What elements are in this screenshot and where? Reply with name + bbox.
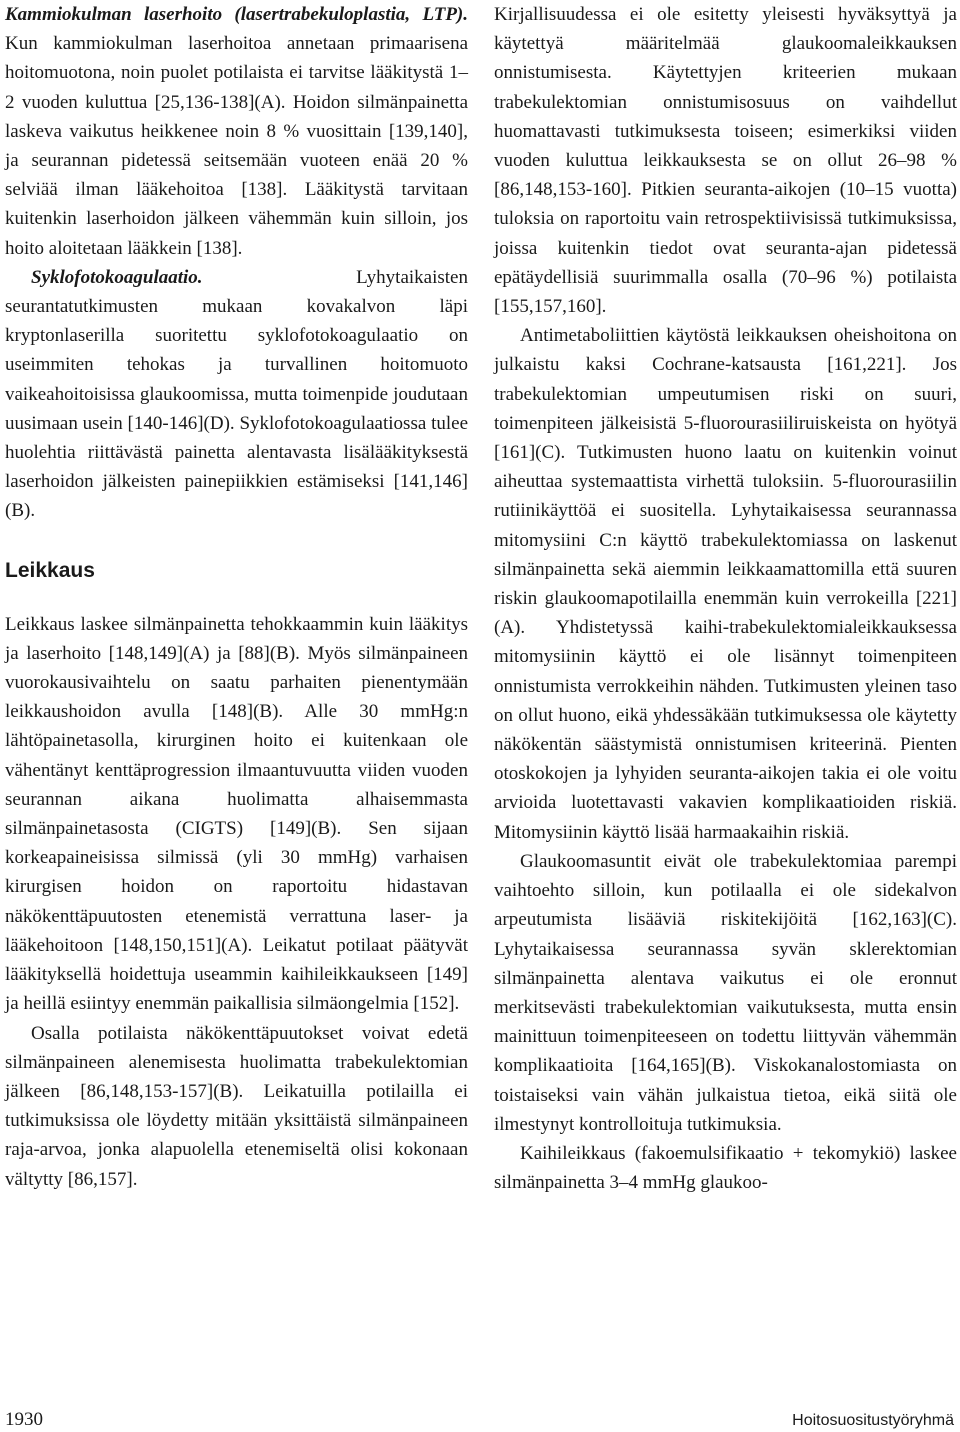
surgery-paragraph-1: Leikkaus laskee silmänpainetta tehokkaammin kuin lääkitys ja laserhoito [148,149](A) ja [88](B). Myös silmänpaineen vuorokausivaihtelu on saatu parhaiten pienentymään leikkaushoidon avulla [148](B). Alle 30 mmHg:n lähtöpainetasolla, kirurginen hoito ei kuitenkaan ole vähentänyt kenttäprogression ilmaantuvuutta viiden vuoden seurannan aikana huolimatta alhaisemmasta silmänpainetasosta (CIGTS) [149](B). Sen sijaan korkeapaineisissa silmissä (yli 30 mmHg) varhaisen kirurgisen hoidon on raportoitu hidastavan näkökenttäpuutosten etenemistä verrattuna laser- ja lääkehoitoon [148,150,151](A). Leikatut potilaat päätyvät lääkityksellä hoidettuja useammin kaihileikkaukseen [149] ja heillä esiintyy enemmän paikallisia silmäongelmia [152].	[5, 613, 468, 1015]
cyclo-lead: Syklofotokoagulaatio.	[31, 266, 203, 288]
right-paragraph-2: Antimetaboliittien käytöstä leikkauksen oheishoitona on julkaistu kaksi Cochrane-katsausta [161,221]. Jos trabekulektomian umpeutumisen riski on suuri, toimenpiteen jälkeisistä 5-fluorourasiiliruiskeista on hyötyä [161](C). Tutkimusten huono laatu on kuitenkin voinut aiheuttaa systemaattista virhettä tuloksiin. 5-fluorourasiilin rutiinikäyttöä ei suositella. Lyhytaikaisessa seurannassa mitomysiini C:n käyttö trabekulektomiassa on laskenut silmänpainetta sekä aiemmin leikkaamattomilla että suuren riskin glaukoomapotilailla enemmän kuin verrokeilla [221](A). Yhdistetyssä kaihi-trabekulektomialeikkauksessa mitomysiinin käyttö ei ole lisännyt toimenpiteen onnistumista verrokkeihin nähden. Tutkimusten yleinen taso on ollut huono, eikä yhdessäkään tutkimuksessa ole käytetty näkökentän säästymistä onnistumisen kriteerinä. Pienten otoskokojen ja lyhyiden seuranta-aikojen takia ei ole voitu arvioida luotettavasti vakavien komplikaatioiden riskiä. Mitomysiinin käyttö lisää harmaakaihin riskiä.	[494, 325, 957, 843]
heading-spacer	[5, 586, 468, 610]
publisher-name: Hoitosuositustyöryhmä	[792, 1412, 954, 1429]
surgery-paragraph-2: Osalla potilaista näkökenttäpuutokset voivat edetä silmänpaineen alenemisesta huolimatta trabekulektomian jälkeen [86,148,153-157](B). Leikatuilla potilailla ei tutkimuksissa ole löydetty mitään yksittäistä silmänpaineen raja-arvoa, jonka alapuolella etenemiseltä olisi kokonaan vältytty [86,157].	[5, 1022, 468, 1190]
right-paragraph-4: Kaihileikkaus (fakoemulsifikaatio + tekomykiö) laskee silmänpainetta 3–4 mmHg glaukoo-	[494, 1142, 957, 1194]
laser-paragraph	[5, 0, 468, 263]
cyclo-paragraph	[5, 263, 468, 526]
left-column	[5, 0, 468, 1194]
right-column	[494, 0, 957, 1197]
section-heading: Leikkaus	[5, 558, 95, 582]
section-spacer	[5, 526, 468, 556]
cyclo-text: Lyhytaikaisten seurantatutkimusten mukaan kovakalvon läpi kryptonlaserilla suoritettu syklofotokoagulaatio on useimmiten tehokas ja turvallinen hoitomuoto vaikeahoitoisissa glaukoomissa, mutta toimenpide joudutaan uusimaan usein [140-146](D). Syklofotokoagulaatiossa tulee huolehtia riittävästä painetta alentavasta lisälääkityksestä laserhoidon jälkeisten painepiikkien estämiseksi [141,146](B).	[5, 266, 468, 522]
laser-text: Kun kammiokulman laserhoitoa annetaan primaarisena hoitomuotona, noin puolet potilaista ei tarvitse lääkitystä 1–2 vuoden kuluttua [25,136-138](A). Hoidon silmänpainetta laskeva vaikutus heikkenee noin 8 % vuosittain [139,140], ja seurannan pidetessä seitsemään vuoteen enää 20 % selviää ilman lääkehoitoa [138]. Lääkitystä tarvitaan kuitenkin laserhoidon jälkeen vähemmän kuin silloin, jos hoito aloitetaan lääkkein [138].	[5, 33, 468, 259]
page-number: 1930	[5, 1409, 43, 1430]
laser-lead: Kammiokulman laserhoito (lasertrabekuloplastia, LTP).	[5, 4, 468, 25]
right-paragraph-1: Kirjallisuudessa ei ole esitetty yleisesti hyväksyttyä ja käytettyä määritelmää glaukoomaleikkauksen onnistumisesta. Käytettyjen kriteerien mukaan trabekulektomian onnistumisosuus on vaihdellut huomattavasti tutkimuksesta toiseen; esimerkiksi viiden vuoden kuluttua leikkauksesta se on ollut 26–98 % [86,148,153-160]. Pitkien seuranta-aikojen (10–15 vuotta) tuloksia on raportoitu vain retrospektiivisissä tutkimuksissa, joissa kuitenkin tiedot ovat seuranta-ajan pidetessä epätäydellisiä suurimmalla osalla (70–96 %) potilaista [155,157,160].	[494, 4, 957, 318]
right-paragraph-3: Glaukoomasuntit eivät ole trabekulektomiaa parempi vaihtoehto silloin, kun potilaalla ei ole sidekalvon arpeutumista lisääviä riskitekijöitä [162,163](C). Lyhytaikaisessa seurannassa syvän sklerektomian silmänpainetta alentava vaikutus ei ole eronnut merkitsevästi trabekulektomian vaikutuksesta, mutta ensin mainittuun toimenpiteeseen on todettu liittyvän vähemmän komplikaatioita [164,165](B). Viskokanalostomiasta on toistaiseksi vain vähän julkaistua tietoa, eikä siitä ole ilmestynyt kontrolloituja tutkimuksia.	[494, 850, 957, 1135]
